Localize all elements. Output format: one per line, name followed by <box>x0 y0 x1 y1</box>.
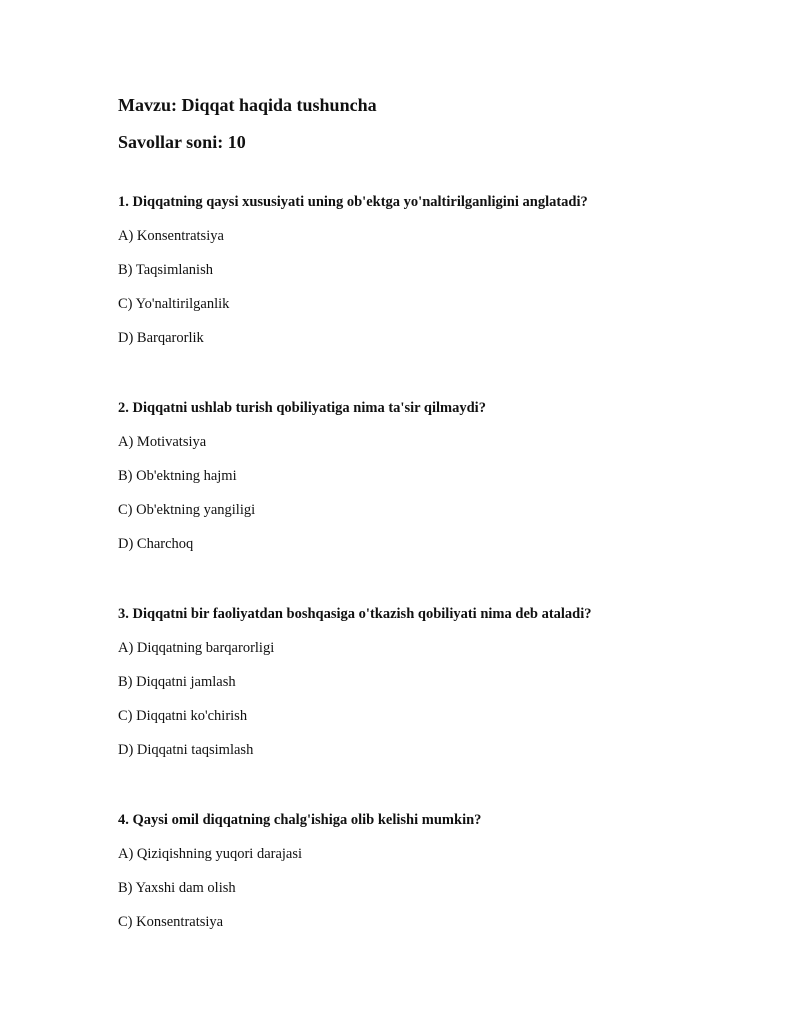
option-c: C) Ob'ektning yangiligi <box>118 502 256 518</box>
option-a: A) Motivatsiya <box>118 434 207 450</box>
question-4 <box>118 811 758 931</box>
option-c: C) Yo'naltirilganlik <box>118 296 230 312</box>
option-a: A) Qiziqishning yuqori darajasi <box>118 846 303 862</box>
document-content <box>118 94 758 983</box>
question-text: 3. Diqqatni bir faoliyatdan boshqasiga o'tkazish qobiliyati nima deb ataladi? <box>118 606 592 622</box>
question-1 <box>118 193 758 347</box>
question-text: 2. Diqqatni ushlab turish qobiliyatiga nima ta'sir qilmaydi? <box>118 400 486 416</box>
option-d: D) Diqqatni taqsimlash <box>118 742 254 758</box>
question-list <box>118 193 758 931</box>
option-b: B) Diqqatni jamlash <box>118 674 236 690</box>
option-b: B) Ob'ektning hajmi <box>118 468 237 484</box>
question-text: 1. Diqqatning qaysi xususiyati uning ob'ektga yo'naltirilganligini anglatadi? <box>118 194 588 210</box>
option-b: B) Yaxshi dam olish <box>118 880 236 896</box>
option-a: A) Konsentratsiya <box>118 228 224 244</box>
question-text: 4. Qaysi omil diqqatning chalg'ishiga olib kelishi mumkin? <box>118 812 482 828</box>
option-d: D) Barqarorlik <box>118 330 204 346</box>
option-d: D) Charchoq <box>118 536 194 552</box>
option-c: C) Diqqatni ko'chirish <box>118 708 248 724</box>
option-b: B) Taqsimlanish <box>118 262 213 278</box>
question-2 <box>118 399 758 553</box>
option-a: A) Diqqatning barqarorligi <box>118 640 275 656</box>
option-c: C) Konsentratsiya <box>118 914 224 930</box>
question-count: Savollar soni: 10 <box>118 132 246 152</box>
topic-title: Mavzu: Diqqat haqida tushuncha <box>118 95 377 115</box>
question-3 <box>118 605 758 759</box>
